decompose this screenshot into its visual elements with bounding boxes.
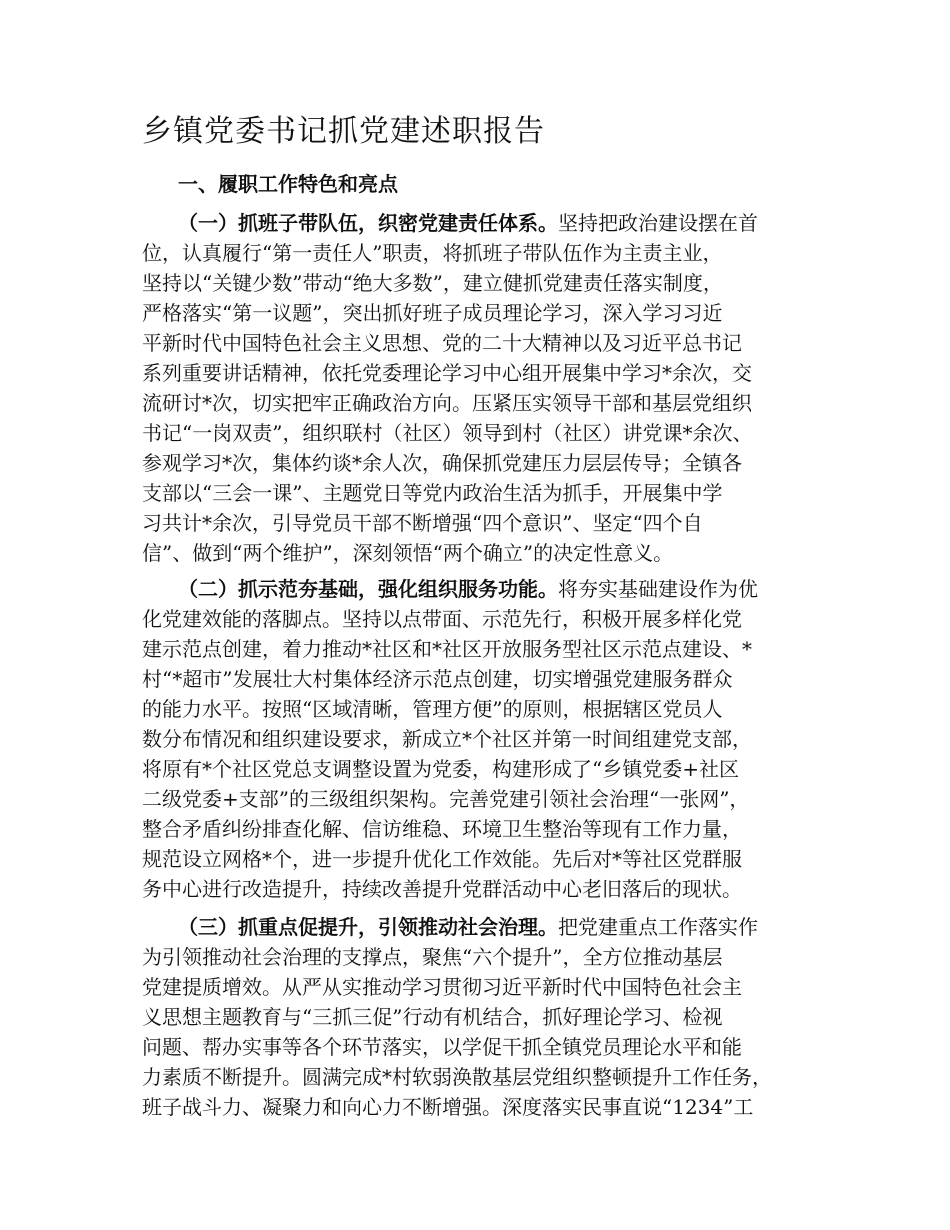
paragraph-line — [142, 574, 822, 604]
section-heading: 一、履职工作特色和亮点 — [178, 172, 398, 196]
paragraph-line: 参观学习*次，集体约谈*余人次，确保抓党建压力层层传导；全镇各 — [142, 451, 742, 475]
paragraph-line: 平新时代中国特色社会主义思想、党的二十大精神以及习近平总书记 — [142, 331, 742, 355]
paragraph-line: 问题、帮办实事等各个环节落实，以学促干抓全镇党员理论水平和能 — [142, 1035, 742, 1059]
paragraph-text: 将夯实基础建设作为优 — [558, 577, 758, 601]
paragraph-line: 严格落实“第一议题”，突出抓好班子成员理论学习，深入学习习近 — [142, 301, 723, 325]
paragraph-line: 班子战斗力、凝聚力和向心力不断增强。深度落实民事直说“1234”工 — [142, 1095, 754, 1119]
paragraph-text: 坚持把政治建设摆在首 — [558, 211, 758, 235]
paragraph-line: 义思想主题教育与“三抓三促”行动有机结合，抓好理论学习、检视 — [142, 1005, 723, 1029]
paragraph-line: 信”、做到“两个维护”，深刻领悟“两个确立”的决定性意义。 — [142, 541, 674, 565]
paragraph-line: 书记“一岗双责”，组织联村（社区）领导到村（社区）讲党课*余次、 — [142, 421, 753, 445]
paragraph-line: 流研讨*次，切实把牢正确政治方向。压紧压实领导干部和基层党组织 — [142, 391, 752, 415]
paragraph-line: 坚持以“关键少数”带动“绝大多数”，建立健抓党建责任落实制度， — [142, 271, 723, 295]
paragraph-line: 将原有*个社区党总支调整设置为党委，构建形成了“乡镇党委+社区 — [142, 757, 739, 781]
paragraph-line: 系列重要讲话精神，依托党委理论学习中心组开展集中学习*余次，交 — [142, 361, 752, 385]
paragraph-lead: （二）抓示范夯基础，强化组织服务功能。 — [178, 577, 558, 601]
paragraph — [142, 208, 822, 568]
paragraph — [142, 574, 822, 904]
paragraph-line: 党建提质增效。从严从实推动学习贯彻习近平新时代中国特色社会主 — [142, 975, 742, 999]
paragraph-line: 建示范点创建，着力推动*社区和*社区开放服务型社区示范点建设、* — [142, 637, 752, 661]
paragraph-line: 二级党委+支部”的三级组织架构。完善党建引领社会治理“一张网”， — [142, 787, 750, 811]
paragraph-text: 把党建重点工作落实作 — [558, 915, 758, 939]
paragraph-line: 支部以“三会一课”、主题党日等党内政治生活为抓手，开展集中学 — [142, 481, 723, 505]
paragraph-line — [142, 912, 822, 942]
paragraph — [142, 912, 822, 1122]
paragraph-line — [142, 208, 822, 238]
paragraph-line: 务中心进行改造提升，持续改善提升党群活动中心老旧落后的现状。 — [142, 877, 742, 901]
paragraph-line: 整合矛盾纠纷排查化解、信访维稳、环境卫生整治等现有工作力量， — [142, 817, 742, 841]
paragraph-line: 习共计*余次，引导党员干部不断增强“四个意识”、坚定“四个自 — [142, 511, 703, 535]
paragraph-line: 数分布情况和组织建设要求，新成立*个社区并第一时间组建党支部， — [142, 727, 752, 751]
document-title: 乡镇党委书记抓党建述职报告 — [142, 114, 545, 149]
paragraph-line: 为引领推动社会治理的支撑点，聚焦“六个提升”，全方位推动基层 — [142, 945, 723, 969]
paragraph-line: 的能力水平。按照“区域清晰，管理方便”的原则，根据辖区党员人 — [142, 697, 723, 721]
paragraph-line: 村“*超市”发展壮大村集体经济示范点创建，切实增强党建服务群众 — [142, 667, 733, 691]
paragraph-line: 规范设立网格*个，进一步提升优化工作效能。先后对*等社区党群服 — [142, 847, 742, 871]
paragraph-line: 化党建效能的落脚点。坚持以点带面、示范先行，积极开展多样化党 — [142, 607, 742, 631]
paragraph-lead: （一）抓班子带队伍，织密党建责任体系。 — [178, 211, 558, 235]
paragraph-lead: （三）抓重点促提升，引领推动社会治理。 — [178, 915, 558, 939]
paragraph-line: 力素质不断提升。圆满完成*村软弱涣散基层党组织整顿提升工作任务， — [142, 1065, 772, 1089]
paragraph-line: 位，认真履行“第一责任人”职责，将抓班子带队伍作为主责主业， — [142, 241, 723, 265]
